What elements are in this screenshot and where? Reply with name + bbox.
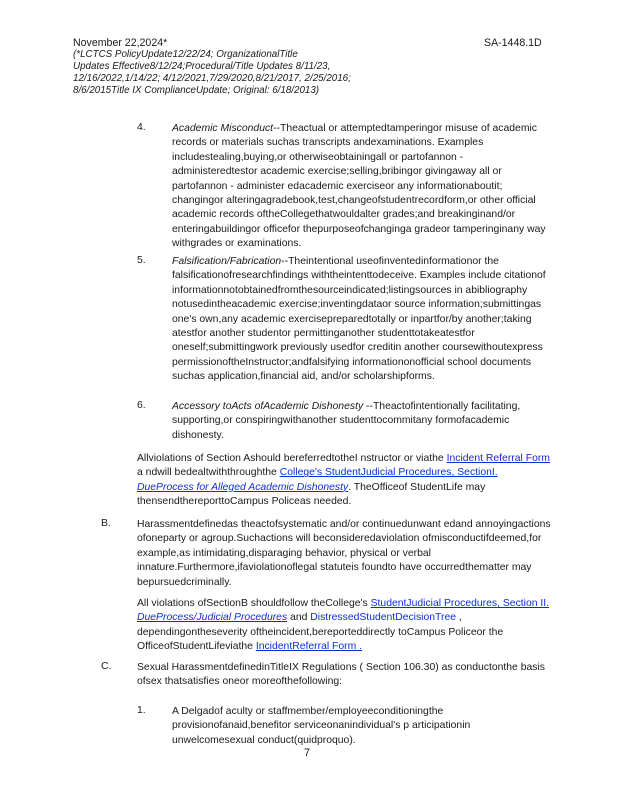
section-letter: C. (101, 661, 112, 672)
distressed-student-decision-tree-link[interactable]: DistressedStudentDecisionTree (310, 612, 457, 624)
note-text: and (287, 612, 311, 624)
section-letter: B. (101, 518, 111, 529)
item-accessory (172, 400, 558, 443)
item-number: 4. (137, 122, 146, 133)
item-title: Accessory toActs ofAcademic Dishonesty (172, 401, 364, 412)
link-text-italic: DueProcess for Alleged Academic Dishonesty (137, 481, 349, 493)
header-note-line: 12/16/2022,1/14/22; 4/12/2021,7/29/2020,8/21/2017, 2/25/2016; (73, 73, 351, 84)
incident-referral-form-link[interactable]: IncidentReferral Form . (255, 641, 363, 653)
section-c-sexual-harassment: Sexual HarassmentdefinedinTitleIX Regulations ( Section 106.30) as conductonthe basis ofsex thatsatisfies oneor moreofthefollowing: (137, 662, 545, 688)
link-text: College's StudentJudicial Procedures, SectionI. (279, 467, 498, 479)
page-number: 7 (304, 747, 311, 759)
item-text: --Theactofintentionally facilitating, supporting,or conspiringwithanother studenttocommitany formofacademic dishonesty. (172, 401, 521, 441)
note-text: All violations ofSectionB shouldfollow theCollege's (137, 598, 371, 609)
item-number: 1. (137, 705, 146, 716)
item-text: --Theactual or attemptedtamperingor misuse of academic records or materials suchas transcripts andexaminations. Examples includestealing,buying,or otherwiseobtainingall or partofannon - administeredtestor academic exercise;selling,bribingor givingaway all or partofannon - administer edacademic exerciseor any informationaboutit; changingor alteringagradebook,test,changeofstudentrecordform,or other official academic records oftheCollegethatwouldalter grades;and breakinginand/or enteringabuildingor officefor thepurposeofchanginga gradeor tamperinginany way withgrades or examinations. (172, 123, 546, 250)
header-left (73, 37, 373, 97)
item-text: --Theintentional useofinventedinformationor the falsificationofresearchfindings withtheintenttodeceive. Examples include citationof informationnotobtainedfromthesourceindicated;listingsources in abibliography notusedintheacademic exercise;inventingdataor source information;submittingas one's own,any academic exercisepreparedtotally or inpartfor/by another;taking atestfor another studentor permittinganother studenttotakeatestfor oneself;submittingwork previously usedfor creditin another coursewithoutexpress permissionoftheInstructor;andfalsifying informationonofficial school documents suchas application,financial aid, and/or scholarshipforms. (172, 256, 546, 383)
document-id: SA-1448.1D (484, 37, 542, 49)
header-note-line: 8/6/2015Title IX ComplianceUpdate; Original: 6/18/2013) (73, 85, 320, 96)
note-text: a ndwill bedealtwiththroughthe (137, 467, 280, 479)
section-b-note (137, 597, 557, 655)
item-number: 5. (137, 255, 146, 266)
note-text: Allviolations of Section Ashould bereferredtotheI nstructor or viathe (137, 453, 447, 464)
header-date: November 22,2024* (73, 37, 168, 49)
item-number: 6. (137, 400, 146, 411)
item-academic-misconduct (172, 122, 550, 252)
item-quid-pro-quo: A Delgadof aculty or staffmember/employeeconditioningthe provisionofanaid,benefitor serviceonanindividual's p articipationin unwelcomesexual conduct(quidproquo). (172, 706, 471, 746)
link-text: StudentJudicial Procedures, Section II. (370, 598, 550, 609)
item-title: Falsification/Fabrication (172, 256, 282, 267)
header-note-line: Updates Effective8/12/24;Procedural/Title Updates 8/11/23, (73, 61, 331, 72)
note-text: , dependingontheseverity oftheincident,bereporteddirectly toCampus Policeor the OfficeofStudentLifeviathe (137, 612, 504, 653)
section-b-harassment: Harassmentdefinedas theactofsystematic and/or continuedunwant edand annoyingactions ofoneparty or agroup.Suchactions will beconsideredaviolation ofmisconductifdeemed,for example,as intimidating,disparaging behavior, physical or verbal innature.Furthermore,ifaviolationoflegal statuteis foundto have occurredthematter may bepursuedcriminally. (137, 519, 551, 588)
item-falsification (172, 255, 554, 385)
section-a-note (137, 452, 557, 510)
incident-referral-form-link[interactable]: Incident Referral Form (446, 453, 550, 464)
item-title: Academic Misconduct (172, 123, 274, 134)
note-text: . TheOfficeof StudentLife may thensendthereporttoCampus Policeas needed. (137, 481, 486, 508)
link-text-italic: DueProcess/Judicial Procedures (137, 612, 288, 624)
header-note-line: (*LCTCS PolicyUpdate12/22/24; OrganizationalTitle (73, 49, 298, 60)
